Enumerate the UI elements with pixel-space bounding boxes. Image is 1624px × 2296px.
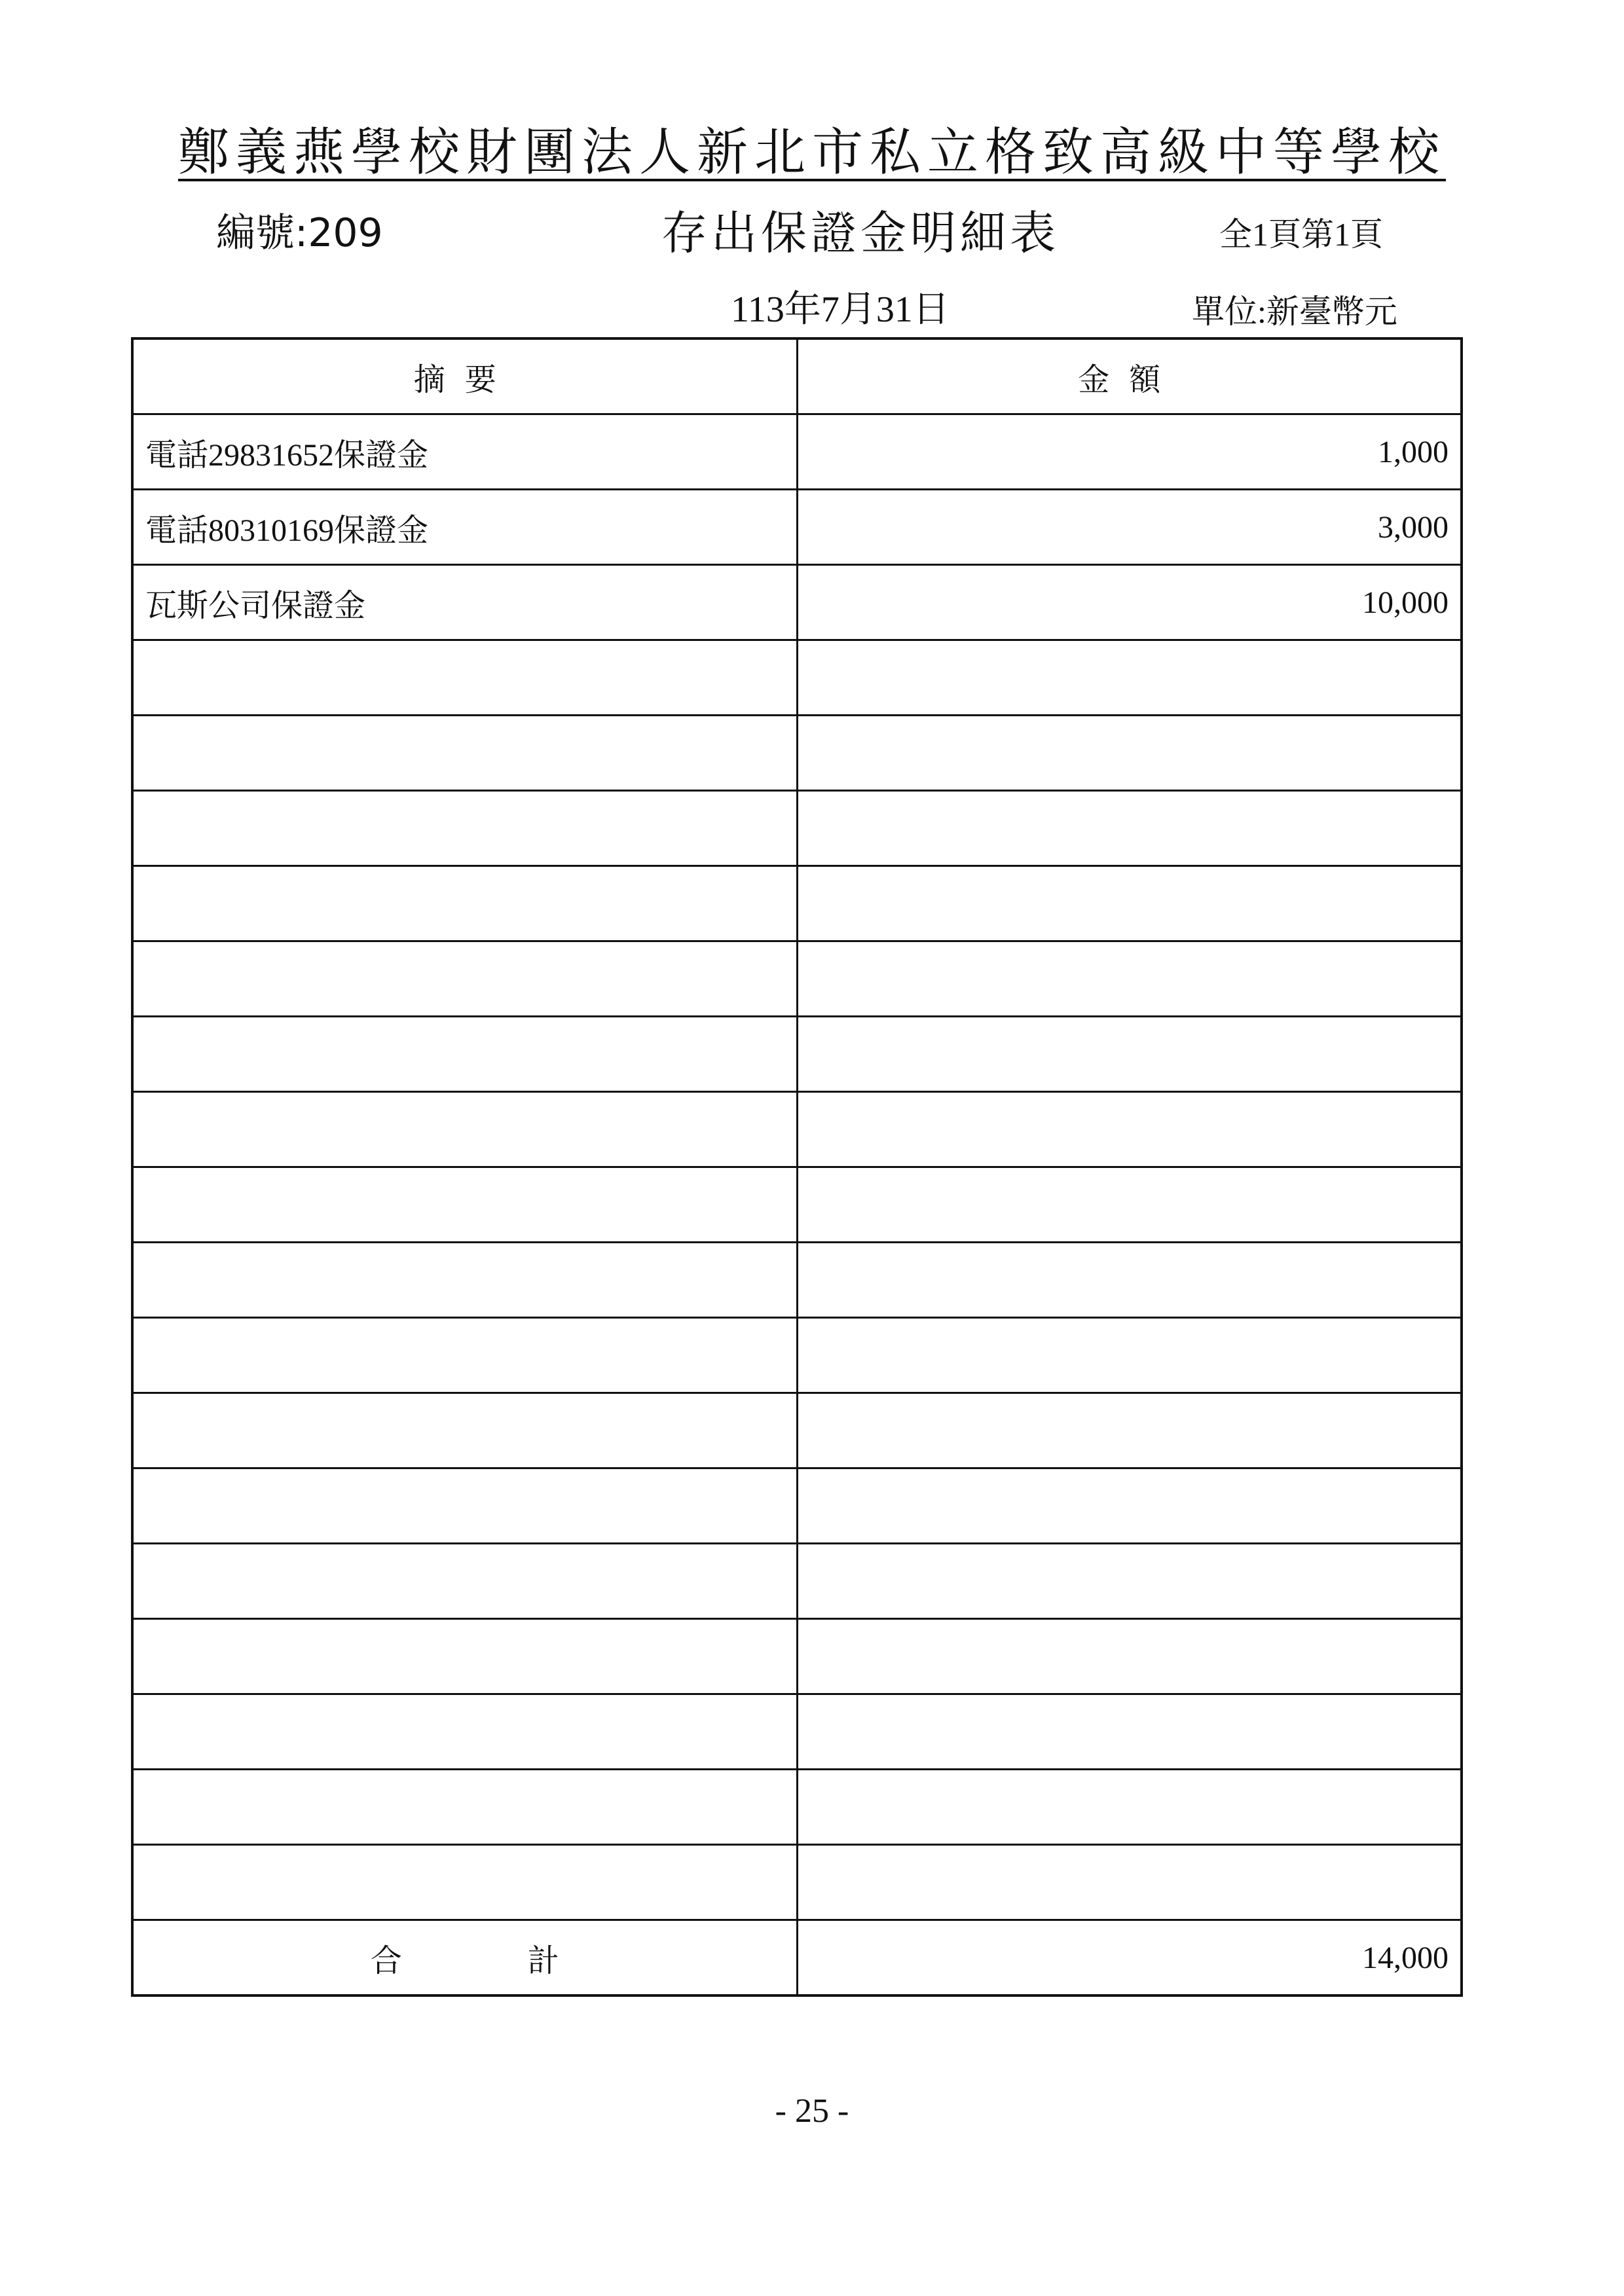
row-amount: [797, 1694, 1462, 1770]
table-row: [132, 866, 1462, 941]
document-title: 存出保證金明細表: [661, 206, 1060, 260]
table-row: [132, 716, 1462, 791]
total-amount: 14,000: [797, 1920, 1462, 1996]
row-amount: [797, 640, 1462, 716]
total-label: [132, 1920, 797, 1996]
total-row: [132, 1920, 1462, 1996]
row-description: [132, 866, 797, 941]
row-description: [132, 1243, 797, 1318]
row-amount: [797, 866, 1462, 941]
row-amount: [797, 1468, 1462, 1544]
table-row: [132, 1468, 1462, 1544]
row-description: 電話29831652保證金: [132, 414, 797, 490]
table-row: [132, 1619, 1462, 1694]
row-description: [132, 716, 797, 791]
row-amount: [797, 716, 1462, 791]
row-amount: [797, 1318, 1462, 1393]
table-row: [132, 1694, 1462, 1770]
table-row: [132, 640, 1462, 716]
row-amount: [797, 1092, 1462, 1167]
table-row: [132, 1770, 1462, 1845]
table-row: [132, 414, 1462, 490]
row-amount: [797, 1017, 1462, 1092]
table-row: [132, 1092, 1462, 1167]
table-row: [132, 791, 1462, 866]
row-description: [132, 1092, 797, 1167]
column-header-amount: 金額: [797, 338, 1462, 414]
row-amount: [797, 1845, 1462, 1920]
row-amount: [797, 1243, 1462, 1318]
row-description: [132, 1468, 797, 1544]
row-amount: [797, 941, 1462, 1017]
table-row: [132, 1393, 1462, 1468]
row-description: 電話80310169保證金: [132, 490, 797, 565]
table-row: [132, 565, 1462, 640]
row-description: [132, 1393, 797, 1468]
row-description: [132, 1619, 797, 1694]
row-description: 瓦斯公司保證金: [132, 565, 797, 640]
table-row: [132, 941, 1462, 1017]
row-amount: [797, 1393, 1462, 1468]
table-row: [132, 1845, 1462, 1920]
row-amount: [797, 1770, 1462, 1845]
row-description: [132, 1167, 797, 1243]
total-label-char-1: 合: [370, 1943, 402, 1978]
row-amount: [797, 1167, 1462, 1243]
table-body: [132, 414, 1462, 1920]
row-description: [132, 1544, 797, 1619]
row-description: [132, 1770, 797, 1845]
total-label-char-2: 計: [527, 1943, 559, 1978]
table-row: [132, 1017, 1462, 1092]
row-amount: 1,000: [797, 414, 1462, 490]
report-date: 113年7月31日: [731, 289, 950, 330]
row-description: [132, 1318, 797, 1393]
table-header-row: [132, 338, 1462, 414]
deposit-detail-table: [131, 337, 1463, 1997]
row-amount: 3,000: [797, 490, 1462, 565]
row-amount: 10,000: [797, 565, 1462, 640]
page-info: 全1頁第1頁: [1219, 216, 1383, 253]
row-amount: [797, 791, 1462, 866]
row-description: [132, 941, 797, 1017]
row-description: [132, 1845, 797, 1920]
table-row: [132, 1243, 1462, 1318]
row-description: [132, 640, 797, 716]
table-row: [132, 1167, 1462, 1243]
currency-unit: 單位:新臺幣元: [1192, 293, 1397, 330]
row-amount: [797, 1619, 1462, 1694]
row-description: [132, 1017, 797, 1092]
row-amount: [797, 1544, 1462, 1619]
document-code: 編號:209: [216, 210, 383, 256]
row-description: [132, 1694, 797, 1770]
column-header-description: 摘要: [132, 338, 797, 414]
page-number: - 25 -: [775, 2092, 849, 2130]
table-row: [132, 490, 1462, 565]
row-description: [132, 791, 797, 866]
organization-name: 鄭義燕學校財團法人新北市私立格致高級中等學校: [177, 123, 1446, 182]
table-row: [132, 1318, 1462, 1393]
table-row: [132, 1544, 1462, 1619]
organization-title: [0, 111, 1624, 185]
